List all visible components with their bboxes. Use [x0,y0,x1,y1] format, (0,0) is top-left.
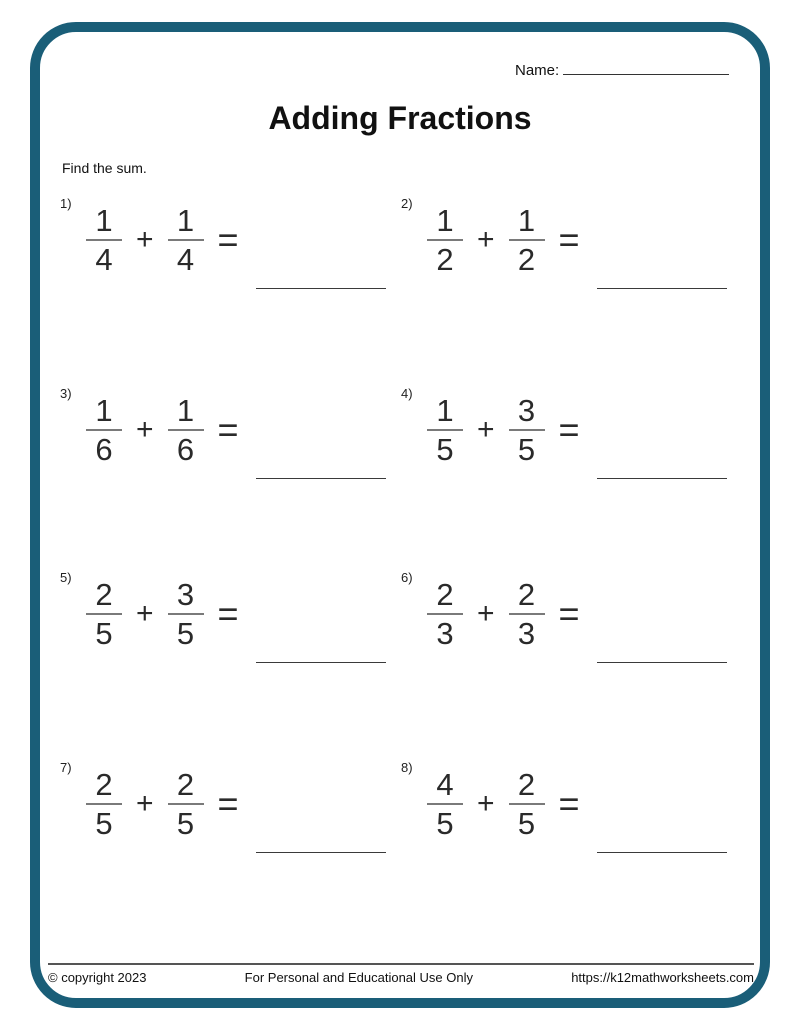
denominator: 5 [95,616,113,651]
fraction-bar [168,429,204,431]
equation [86,768,239,840]
footer-divider [48,963,754,965]
equals-sign: = [558,593,580,634]
denominator: 4 [95,242,113,277]
footer [48,970,754,985]
problem-number: 3) [60,386,72,401]
numerator: 2 [176,767,195,802]
equals-sign: = [217,219,239,260]
first-fraction [427,768,463,840]
equals-sign: = [558,409,580,450]
denominator: 2 [517,242,536,277]
numerator: 2 [95,577,113,612]
numerator: 3 [176,577,195,612]
fraction-bar [509,429,545,431]
second-fraction [509,578,545,650]
first-fraction [427,204,463,276]
equals-sign: = [217,783,239,824]
plus-sign: + [136,223,154,256]
first-fraction [427,578,463,650]
numerator: 2 [517,577,536,612]
fraction-bar [86,429,122,431]
answer-blank[interactable] [597,662,727,663]
problem-number: 6) [401,570,413,585]
second-fraction [168,394,204,466]
plus-sign: + [477,413,495,446]
denominator: 2 [436,242,454,277]
denominator: 6 [176,432,195,467]
denominator: 5 [95,806,113,841]
fraction-bar [86,613,122,615]
first-fraction [427,394,463,466]
numerator: 1 [436,393,454,428]
second-fraction [168,768,204,840]
denominator: 4 [176,242,195,277]
numerator: 1 [517,203,536,238]
second-fraction [509,768,545,840]
denominator: 5 [517,806,536,841]
denominator: 3 [517,616,536,651]
equals-sign: = [558,219,580,260]
second-fraction [168,204,204,276]
fraction-bar [86,239,122,241]
denominator: 5 [436,432,454,467]
equals-sign: = [217,409,239,450]
numerator: 1 [176,393,195,428]
problem-number: 1) [60,196,72,211]
problem [401,196,736,306]
fraction-bar [427,613,463,615]
fraction-bar [427,239,463,241]
numerator: 2 [436,577,454,612]
answer-blank[interactable] [256,288,386,289]
equals-sign: = [217,593,239,634]
problem [60,760,395,870]
fraction-bar [168,803,204,805]
problem [60,196,395,306]
problem [401,386,736,496]
problem [60,570,395,680]
second-fraction [509,394,545,466]
copyright-text: © copyright 2023 [48,970,147,985]
numerator: 2 [517,767,536,802]
fraction-bar [168,613,204,615]
answer-blank[interactable] [256,852,386,853]
denominator: 5 [176,616,195,651]
denominator: 5 [176,806,195,841]
problem-number: 2) [401,196,413,211]
answer-blank[interactable] [597,288,727,289]
answer-blank[interactable] [256,662,386,663]
denominator: 3 [436,616,454,651]
equation [86,394,239,466]
numerator: 1 [176,203,195,238]
plus-sign: + [136,597,154,630]
second-fraction [509,204,545,276]
name-block [515,60,729,79]
answer-blank[interactable] [256,478,386,479]
equation [427,578,580,650]
fraction-bar [427,429,463,431]
numerator: 1 [95,393,113,428]
first-fraction [86,578,122,650]
equation [427,768,580,840]
plus-sign: + [136,413,154,446]
denominator: 5 [517,432,536,467]
fraction-bar [86,803,122,805]
numerator: 2 [95,767,113,802]
equation [427,204,580,276]
usage-text: For Personal and Educational Use Only [244,970,474,985]
plus-sign: + [477,787,495,820]
fraction-bar [509,239,545,241]
equation [86,578,239,650]
instruction-text: Find the sum. [62,160,147,176]
answer-blank[interactable] [597,852,727,853]
page-title: Adding Fractions [268,100,532,136]
fraction-bar [509,613,545,615]
problem [401,570,736,680]
first-fraction [86,394,122,466]
plus-sign: + [477,597,495,630]
problem-number: 5) [60,570,72,585]
denominator: 6 [95,432,113,467]
plus-sign: + [136,787,154,820]
equals-sign: = [558,783,580,824]
website-url[interactable]: https://k12mathworksheets.com [571,970,754,985]
numerator: 4 [436,767,454,802]
equation [427,394,580,466]
numerator: 3 [517,393,536,428]
second-fraction [168,578,204,650]
fraction-bar [168,239,204,241]
fraction-bar [427,803,463,805]
name-label: Name: [515,62,560,79]
numerator: 1 [436,203,454,238]
equation [86,204,239,276]
problem-number: 7) [60,760,72,775]
numerator: 1 [95,203,113,238]
denominator: 5 [436,806,454,841]
problem [401,760,736,870]
problem [60,386,395,496]
first-fraction [86,768,122,840]
plus-sign: + [477,223,495,256]
first-fraction [86,204,122,276]
answer-blank[interactable] [597,478,727,479]
fraction-bar [509,803,545,805]
problem-number: 8) [401,760,413,775]
name-blank-line[interactable] [563,60,729,75]
problem-number: 4) [401,386,413,401]
